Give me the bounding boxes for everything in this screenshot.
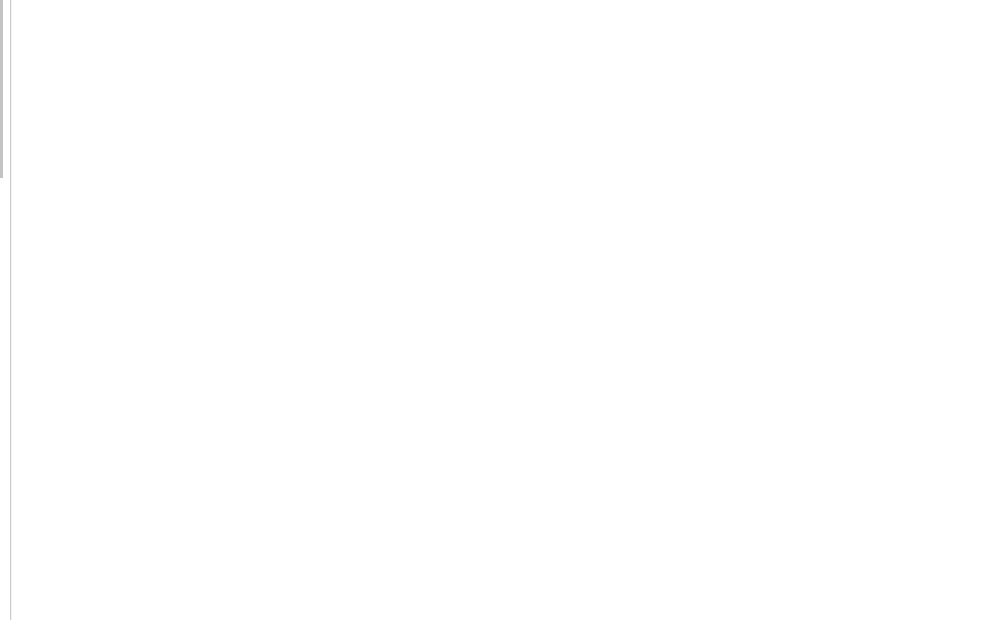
gutter-divider-highlight <box>11 0 12 620</box>
scrollbar-thumb[interactable] <box>0 0 3 178</box>
